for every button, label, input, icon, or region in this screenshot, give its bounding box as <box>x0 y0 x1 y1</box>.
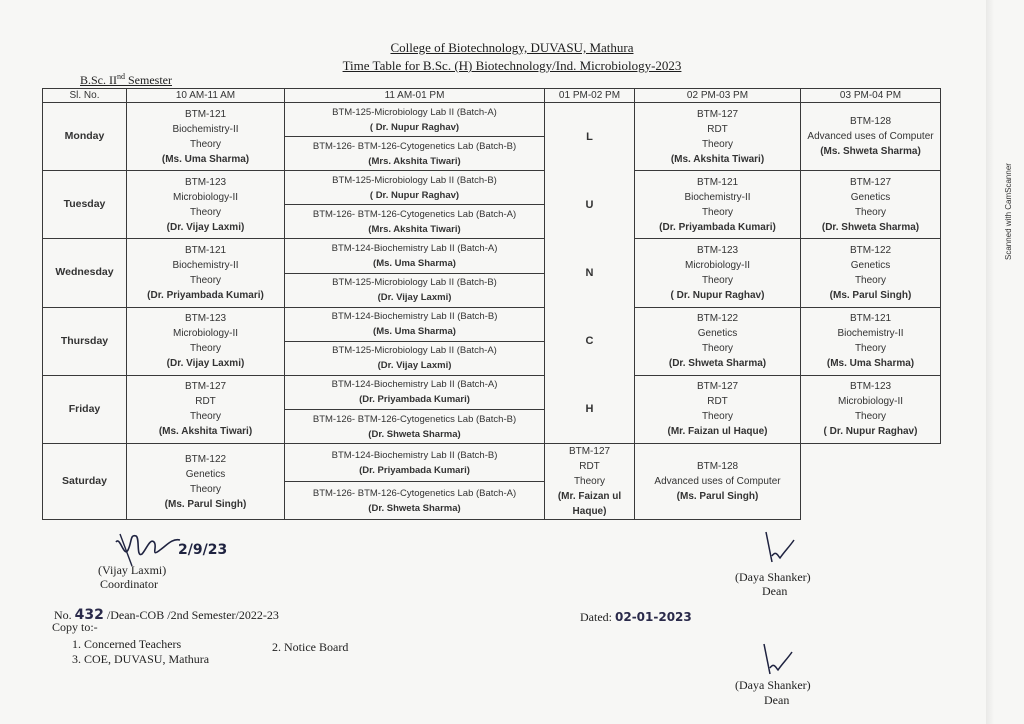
course-code: BTM-121 <box>184 108 227 120</box>
course-code: BTM-123 <box>696 244 739 256</box>
course-type: Theory <box>854 206 887 218</box>
col-header-03-04: 03 PM-04 PM <box>801 89 941 103</box>
course-type: Theory <box>189 274 222 286</box>
course-subject: Microbiology-II <box>172 328 239 340</box>
lab-batch-second <box>285 341 545 375</box>
course-teacher: (Mr. Faizan ul Haque) <box>667 426 768 438</box>
course-code: BTM-123 <box>849 381 892 393</box>
header-row <box>43 89 941 103</box>
course-type: Theory <box>573 476 606 487</box>
course-teacher: (Mr. Faizan ul Haque) <box>557 491 622 517</box>
course-teacher: (Dr. Shweta Sharma) <box>668 358 767 370</box>
semester-prefix: B.Sc. II <box>80 73 117 87</box>
course-code: BTM-122 <box>849 244 892 256</box>
course-code: BTM-127 <box>184 381 227 393</box>
lab-batch-first <box>285 444 545 482</box>
lab-batch-first <box>285 171 545 205</box>
course-code: BTM-127 <box>696 108 739 120</box>
day-name: Monday <box>43 103 127 171</box>
lab-title: BTM-126- BTM-126-Cytogenetics Lab (Batch-A) <box>312 487 517 499</box>
ref-number: 432 <box>74 607 104 623</box>
lab-batch-second <box>285 273 545 307</box>
semester-label <box>80 72 172 88</box>
course-code: BTM-121 <box>849 313 892 325</box>
course-subject: Genetics <box>185 468 226 480</box>
lunch-letter: L <box>586 131 593 143</box>
course-teacher: (Dr. Vijay Laxmi) <box>166 358 245 370</box>
coordinator-name: (Vijay Laxmi) <box>98 563 167 577</box>
course-subject: Microbiology-II <box>684 259 751 271</box>
dean-signature-1 <box>760 528 810 568</box>
class-03-04 <box>801 103 941 171</box>
course-code: BTM-123 <box>184 313 227 325</box>
coordinator-date: 2/9/23 <box>178 542 228 558</box>
course-type: Theory <box>701 274 734 286</box>
course-teacher: ( Dr. Nupur Raghav) <box>670 289 765 301</box>
lab-batch-first <box>285 239 545 273</box>
course-subject: Advanced uses of Computer <box>654 476 781 487</box>
dean-name-2: (Daya Shanker) <box>735 678 811 692</box>
lab-title: BTM-126- BTM-126-Cytogenetics Lab (Batch-B) <box>312 140 517 152</box>
class-10-11 <box>127 444 285 520</box>
course-teacher: (Dr. Priyambada Kumari) <box>147 289 264 301</box>
lab-teacher: (Mrs. Akshita Tiwari) <box>368 155 461 167</box>
day-row <box>43 375 941 409</box>
course-subject: Genetics <box>850 191 891 203</box>
class-02-03 <box>635 239 801 307</box>
lab-batch-second <box>285 205 545 239</box>
course-type: Theory <box>701 411 734 423</box>
lab-teacher: ( Dr. Nupur Raghav) <box>369 121 460 133</box>
lab-batch-second <box>285 137 545 171</box>
day-row <box>43 444 941 482</box>
lab-teacher: ( Dr. Nupur Raghav) <box>369 189 460 201</box>
lab-title: BTM-124-Biochemistry Lab II (Batch-A) <box>331 242 498 254</box>
course-subject: Genetics <box>850 259 891 271</box>
class-10-11 <box>127 171 285 239</box>
course-subject: RDT <box>579 461 600 472</box>
lab-batch-first <box>285 103 545 137</box>
day-name: Friday <box>43 375 127 443</box>
dean-role-2: Dean <box>764 693 790 707</box>
class-02-03 <box>635 103 801 171</box>
class-03-04 <box>635 444 801 520</box>
course-code: BTM-128 <box>849 116 892 127</box>
course-teacher: (Ms. Akshita Tiwari) <box>158 426 253 438</box>
class-10-11 <box>127 103 285 171</box>
course-subject: Biochemistry-II <box>172 259 239 271</box>
dean-signature-2 <box>758 640 808 680</box>
class-02-03 <box>635 375 801 443</box>
lab-teacher: (Ms. Uma Sharma) <box>373 326 456 338</box>
lab-title: BTM-126- BTM-126-Cytogenetics Lab (Batch-B) <box>312 413 517 425</box>
course-subject: Genetics <box>697 328 738 340</box>
course-teacher: (Ms. Shweta Sharma) <box>820 146 921 157</box>
lab-teacher: (Ms. Uma Sharma) <box>373 257 456 269</box>
dean-name-1: (Daya Shanker) <box>735 570 811 584</box>
lab-teacher: (Dr. Priyambada Kumari) <box>359 464 470 476</box>
lab-title: BTM-124-Biochemistry Lab II (Batch-A) <box>331 379 498 391</box>
copy-to-label: Copy to:- <box>52 620 98 634</box>
lab-batch-second <box>285 410 545 444</box>
class-02-03 <box>635 307 801 375</box>
course-code: BTM-123 <box>184 176 227 188</box>
course-subject: RDT <box>707 396 728 408</box>
lab-batch-second <box>285 482 545 520</box>
class-10-11 <box>127 307 285 375</box>
course-teacher: (Ms. Uma Sharma) <box>826 358 915 370</box>
day-row <box>43 239 941 273</box>
course-code: BTM-122 <box>184 453 227 465</box>
dated-line <box>580 610 692 625</box>
ref-suffix: /Dean-COB /2nd Semester/2022-23 <box>103 608 279 622</box>
course-type: Theory <box>854 411 887 423</box>
dated-label: Dated: <box>580 610 612 624</box>
day-row <box>43 103 941 137</box>
course-code: BTM-127 <box>568 446 611 457</box>
lab-teacher: (Mrs. Akshita Tiwari) <box>368 223 461 235</box>
lab-title: BTM-124-Biochemistry Lab II (Batch-B) <box>331 311 498 323</box>
class-03-04 <box>801 239 941 307</box>
course-code: BTM-127 <box>696 381 739 393</box>
lab-title: BTM-125-Microbiology Lab II (Batch-A) <box>332 345 497 357</box>
timetable <box>42 88 941 520</box>
course-teacher: (Dr. Priyambada Kumari) <box>659 221 776 233</box>
class-10-11 <box>127 375 285 443</box>
ref-prefix: No. <box>54 608 72 622</box>
class-03-04 <box>801 171 941 239</box>
col-header-10-11: 10 AM-11 AM <box>127 89 285 103</box>
lab-teacher: (Dr. Shweta Sharma) <box>368 502 461 514</box>
course-subject: RDT <box>707 123 728 135</box>
lunch-break <box>545 103 635 444</box>
scanner-text: Scanned with CamScanner <box>1004 163 1013 260</box>
lab-teacher: (Dr. Vijay Laxmi) <box>377 292 452 303</box>
lab-title: BTM-125-Microbiology Lab II (Batch-B) <box>332 174 497 186</box>
scanner-watermark <box>990 120 1020 280</box>
col-header-01-02: 01 PM-02 PM <box>545 89 635 103</box>
col-header-slno: Sl. No. <box>43 89 127 103</box>
semester-sup: nd <box>117 72 125 81</box>
course-teacher: (Ms. Parul Singh) <box>164 498 247 510</box>
class-02-03 <box>635 171 801 239</box>
course-code: BTM-127 <box>849 176 892 188</box>
day-name: Thursday <box>43 307 127 375</box>
col-header-02-03: 02 PM-03 PM <box>635 89 801 103</box>
lunch-letter: N <box>585 267 594 279</box>
course-type: Theory <box>701 206 734 218</box>
page-edge-shadow <box>986 0 994 724</box>
course-teacher: (Ms. Akshita Tiwari) <box>670 153 765 165</box>
lunch-letter: U <box>585 199 594 211</box>
course-type: Theory <box>854 343 887 355</box>
course-code: BTM-121 <box>184 244 227 256</box>
copy-item-2: 2. Notice Board <box>272 640 349 654</box>
class-10-11 <box>127 239 285 307</box>
course-subject: RDT <box>195 396 216 408</box>
dean-role-1: Dean <box>762 584 788 598</box>
day-name: Tuesday <box>43 171 127 239</box>
course-type: Theory <box>854 274 887 286</box>
copy-item-1: 1. Concerned Teachers <box>72 637 182 651</box>
day-name: Wednesday <box>43 239 127 307</box>
lab-batch-first <box>285 375 545 409</box>
day-row <box>43 171 941 205</box>
lab-title: BTM-125-Microbiology Lab II (Batch-A) <box>332 106 497 118</box>
course-subject: Microbiology-II <box>172 191 239 203</box>
course-teacher: (Ms. Parul Singh) <box>676 491 759 502</box>
course-type: Theory <box>189 483 222 495</box>
timetable-title: Time Table for B.Sc. (H) Biotechnology/Ind. Microbiology-2023 <box>342 58 682 73</box>
course-teacher: (Ms. Parul Singh) <box>829 289 912 301</box>
copy-item-3: 3. COE, DUVASU, Mathura <box>72 652 210 666</box>
class-03-04 <box>801 307 941 375</box>
course-type: Theory <box>189 138 222 150</box>
course-teacher: (Dr. Shweta Sharma) <box>821 221 920 233</box>
course-type: Theory <box>701 343 734 355</box>
course-type: Theory <box>189 411 222 423</box>
lab-title: BTM-125-Microbiology Lab II (Batch-B) <box>332 277 497 288</box>
lunch-letter: H <box>585 403 594 415</box>
day-row <box>43 307 941 341</box>
course-type: Theory <box>189 343 222 355</box>
course-teacher: ( Dr. Nupur Raghav) <box>823 426 918 438</box>
course-subject: Biochemistry-II <box>172 123 239 135</box>
course-code: BTM-121 <box>696 176 739 188</box>
lab-batch-first <box>285 307 545 341</box>
semester-suffix: Semester <box>125 73 172 87</box>
course-type: Theory <box>701 138 734 150</box>
dated-value: 02-01-2023 <box>615 610 692 624</box>
course-subject: Biochemistry-II <box>684 191 751 203</box>
course-type: Theory <box>189 206 222 218</box>
course-subject: Biochemistry-II <box>837 328 904 340</box>
timetable-body <box>43 103 941 520</box>
class-02-03 <box>545 444 635 520</box>
lab-teacher: (Dr. Vijay Laxmi) <box>377 360 452 372</box>
course-code: BTM-122 <box>696 313 739 325</box>
lab-title: BTM-126- BTM-126-Cytogenetics Lab (Batch-A) <box>312 208 517 220</box>
course-subject: Advanced uses of Computer <box>807 131 934 142</box>
day-name: Saturday <box>43 444 127 520</box>
course-teacher: (Ms. Uma Sharma) <box>161 153 250 165</box>
coordinator-role: Coordinator <box>100 577 158 591</box>
lab-teacher: (Dr. Shweta Sharma) <box>368 428 461 440</box>
class-03-04 <box>801 375 941 443</box>
course-subject: Microbiology-II <box>837 396 904 408</box>
lab-teacher: (Dr. Priyambada Kumari) <box>359 394 470 406</box>
lunch-letter: C <box>585 335 594 347</box>
lab-title: BTM-124-Biochemistry Lab II (Batch-B) <box>331 449 498 461</box>
course-code: BTM-128 <box>696 461 739 472</box>
col-header-11-01: 11 AM-01 PM <box>285 89 545 103</box>
college-title: College of Biotechnology, DUVASU, Mathura <box>390 40 634 55</box>
course-teacher: (Dr. Vijay Laxmi) <box>166 221 245 233</box>
